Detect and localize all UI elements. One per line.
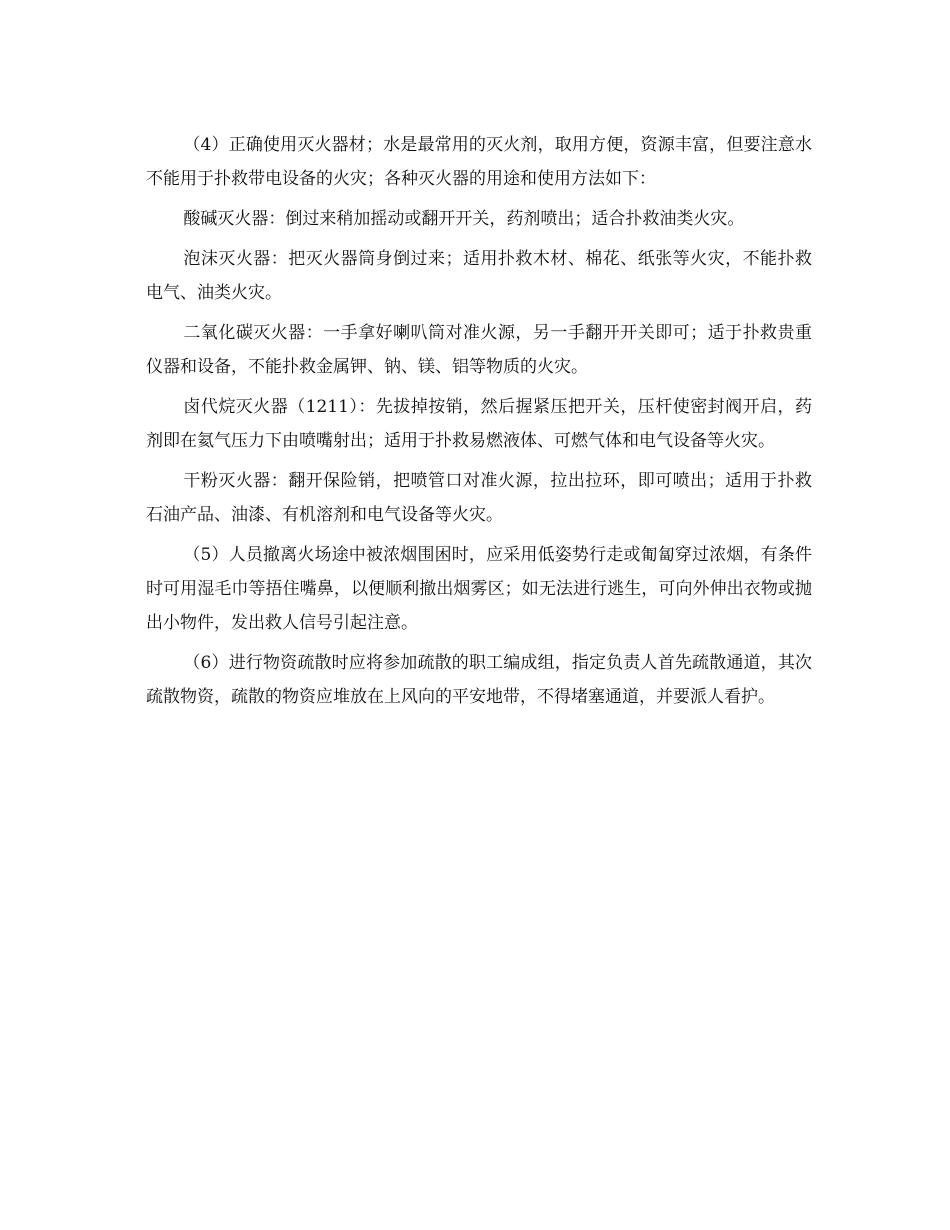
document-body	[146, 128, 812, 720]
paragraph-dry-powder-extinguisher: 干粉灭火器：翻开保险销，把喷管口对准火源，拉出拉环，即可喷出；适用于扑救石油产品、油漆、有机溶剂和电气设备等火灾。	[146, 471, 812, 525]
paragraph-halon-extinguisher: 卤代烷灭火器（1211）：先拔掉按销，然后握紧压把开关，压杆使密封阀开启，药剂即在氦气压力下由喷嘴射出；适用于扑救易燃液体、可燃气体和电气设备等火灾。	[146, 397, 812, 451]
paragraph-material-evacuation: （6）进行物资疏散时应将参加疏散的职工编成组，指定负责人首先疏散通道，其次疏散物资，疏散的物资应堆放在上风向的平安地带，不得堵塞通道，并要派人看护。	[146, 653, 812, 707]
paragraph-acid-alkali-extinguisher: 酸碱灭火器：倒过来稍加摇动或翻开开关，药剂喷出；适合扑救油类火灾。	[183, 209, 745, 229]
paragraph-co2-extinguisher: 二氧化碳灭火器：一手拿好喇叭筒对准火源，另一手翻开开关即可；适于扑救贵重仪器和设备，不能扑救金属钾、钠、镁、铝等物质的火灾。	[146, 323, 812, 377]
paragraph-smoke-evacuation: （5）人员撤离火场途中被浓烟围困时，应采用低姿势行走或匍匐穿过浓烟，有条件时可用湿毛巾等捂住嘴鼻，以便顺利撤出烟雾区；如无法进行逃生，可向外伸出衣物或抛出小物件，发出救人信号引起注意。	[146, 545, 812, 633]
paragraph-foam-extinguisher: 泡沫灭火器：把灭火器筒身倒过来；适用扑救木材、棉花、纸张等火灾，不能扑救电气、油类火灾。	[146, 249, 812, 303]
paragraph-fire-equipment-usage: （4）正确使用灭火器材；水是最常用的灭火剂，取用方便，资源丰富，但要注意水不能用于扑救带电设备的火灾；各种灭火器的用途和使用方法如下：	[146, 135, 812, 189]
